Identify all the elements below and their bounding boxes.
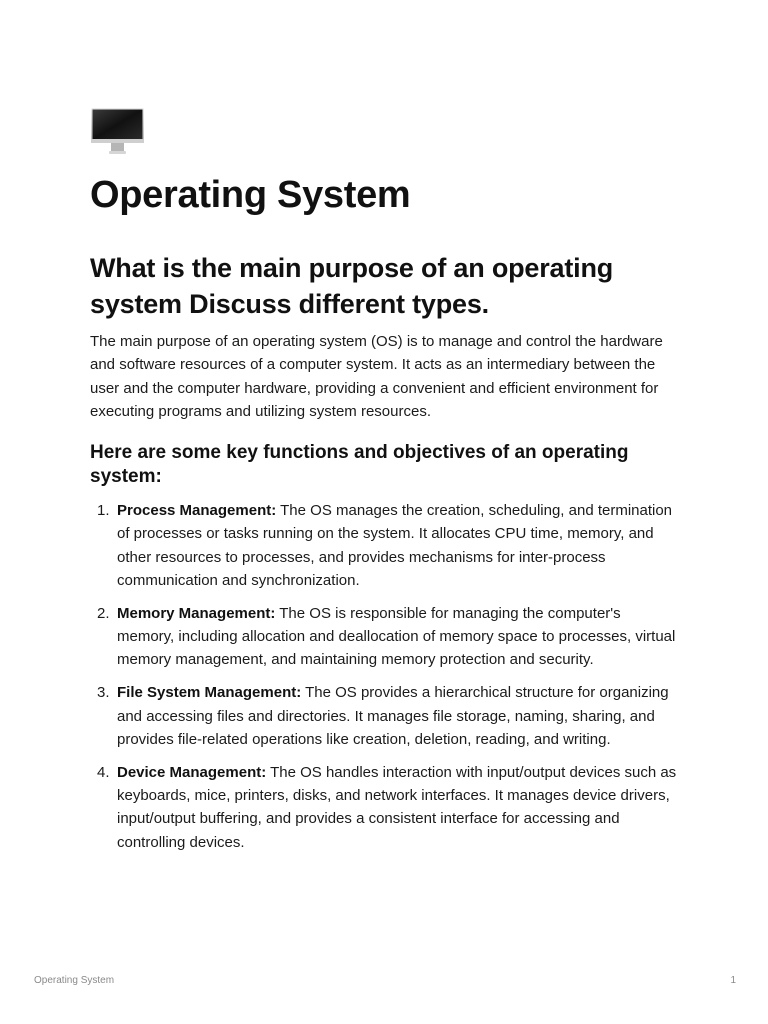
list-item-term: File System Management: [117,684,302,702]
list-item-text: The OS provides a hierarchical structure for organizing and accessing files and directories. It manages file storage, naming, sharing, and provides file-related operations like creation, deletion, reading, and writing. [117,684,669,748]
list-item-number: 4. [97,763,110,781]
list-item [90,761,682,854]
list-item-text: The OS handles interaction with input/output devices such as keyboards, mice, printers, disks, and network interfaces. It manages device drivers, input/output buffering, and provides a consistent interface for accessing and controlling devices. [117,763,677,851]
footer-title: Operating System [34,975,115,986]
list-item-number: 2. [97,604,110,622]
document-page [90,104,682,863]
intro-paragraph: The main purpose of an operating system (OS) is to manage and control the hardware and software resources of a computer system. It acts as an intermediary between the user and the computer hardware, providing a convenient and efficient environment for executing programs and utilizing system resources. [90,333,663,420]
list-item-term: Memory Management: [117,604,276,622]
page-footer [34,975,736,986]
list-item-text: The OS is responsible for managing the computer's memory, including allocation and deallocation of memory space to processes, virtual memory management, and maintaining memory protection and security. [117,604,676,669]
question-heading: What is the main purpose of an operating system Discuss different types. [90,253,614,319]
functions-list [90,499,682,854]
desktop-computer-icon [90,104,146,160]
page-title: Operating System [90,174,411,216]
list-item [90,681,682,751]
list-item-term: Device Management: [117,763,267,781]
list-item-number: 3. [97,684,110,702]
list-item-term: Process Management: [117,502,277,520]
list-item [90,499,682,592]
list-item-number: 1. [97,502,110,520]
list-item-text: The OS manages the creation, scheduling, and termination of processes or tasks running on the system. It allocates CPU time, memory, and other resources to processes, and provides mechanisms for inter-process communication and synchronization. [117,502,673,590]
page-number: 1 [730,975,736,986]
functions-heading: Here are some key functions and objectives of an operating system: [90,442,629,488]
list-item [90,602,682,672]
